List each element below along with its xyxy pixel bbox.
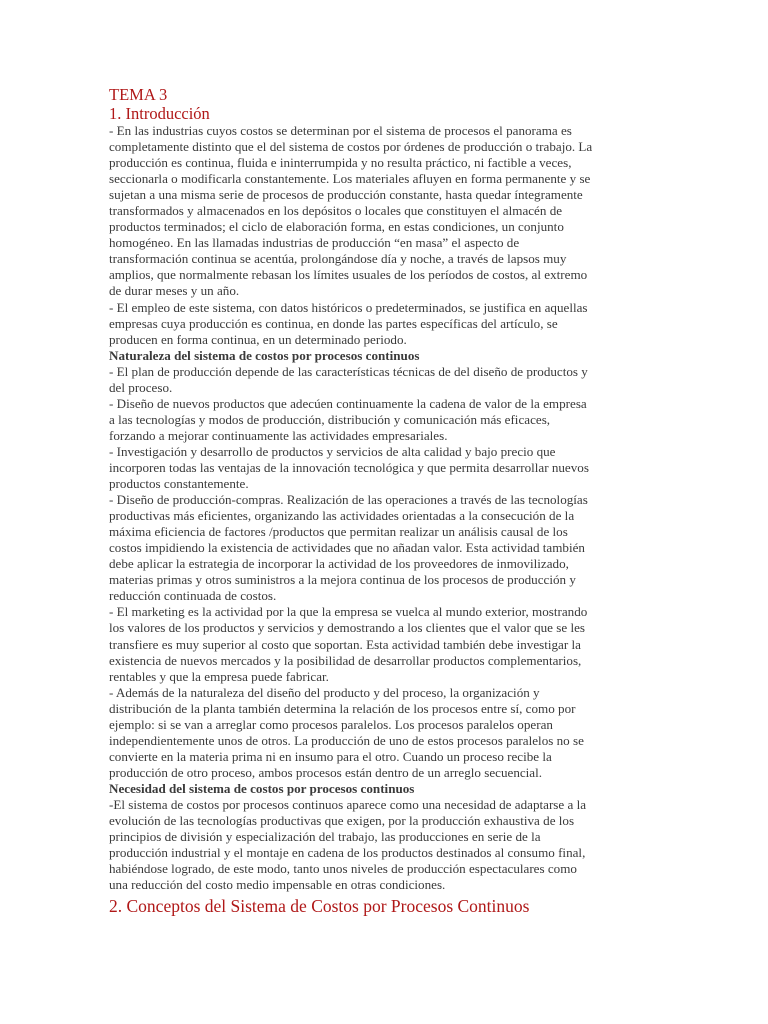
body-line: reducción continuada de costos. <box>109 588 277 604</box>
subheading-line: Naturaleza del sistema de costos por procesos continuos <box>109 347 420 363</box>
body-line: - Diseño de producción-compras. Realización de las operaciones a través de las tecnologías <box>109 492 588 508</box>
body-line: - El plan de producción depende de las características técnicas de del diseño de productos y <box>109 363 588 379</box>
body-line: independientemente unos de otros. La producción de uno de estos procesos paralelos no se <box>109 732 584 748</box>
subheading-line: Necesidad del sistema de costos por procesos continuos <box>109 780 415 796</box>
body-line: sujetan a una misma serie de procesos de producción constante, hasta quedar íntegramente <box>109 187 583 203</box>
body-line: costos impidiendo la existencia de actividades que no añadan valor. Esta actividad también <box>109 540 585 556</box>
document-body <box>109 123 657 893</box>
body-line: transformación continua se acentúa, prolongándose día y noche, a través de lapsos muy <box>109 251 567 267</box>
body-line: ejemplo: si se van a arreglar como procesos paralelos. Los procesos paralelos operan <box>109 716 553 732</box>
body-line: - En las industrias cuyos costos se determinan por el sistema de procesos el panorama es <box>109 123 572 138</box>
body-line: de durar meses y un año. <box>109 283 240 299</box>
body-line: productos terminados; el ciclo de elaboración forma, en estas condiciones, un conjunto <box>109 219 564 235</box>
body-line: una reducción del costo medio impensable en otras condiciones. <box>109 877 446 893</box>
body-line: producción de otro proceso, ambos procesos están dentro de un arreglo secuencial. <box>109 764 543 780</box>
document-content <box>109 86 657 917</box>
body-line: seccionarla o modificarla constantemente. Los materiales afluyen en forma permanente y se <box>109 171 591 187</box>
body-line: debe aplicar la estrategia de incorporar la actividad de los proveedores de inmovilizado, <box>109 556 569 572</box>
body-line: - Además de la naturaleza del diseño del producto y del proceso, la organización y <box>109 684 540 700</box>
body-line: a las tecnologías y modos de producción, distribución y comunicación más eficaces, <box>109 411 551 427</box>
body-line: evolución de las tecnologías productivas que exigen, por la producción exhaustiva de los <box>109 813 575 829</box>
body-line: máxima eficiencia de factores /productos que permitan realizar un análisis causal de los <box>109 524 568 540</box>
body-line: rentables y que la empresa puede fabricar. <box>109 668 329 684</box>
body-line: del proceso. <box>109 379 173 395</box>
body-line: transfiere es muy superior al costo que soportan. Esta actividad también debe investigar la <box>109 636 581 652</box>
body-line: producción industrial y el montaje en cadena de los productos destinados al consumo final, <box>109 845 586 861</box>
section-2-title: 2. Conceptos del Sistema de Costos por Procesos Continuos <box>109 896 530 917</box>
body-line: incorporen todas las ventajas de la innovación tecnológica y que permita desarrollar nuevos <box>109 459 589 475</box>
section-1-title: 1. Introducción <box>109 104 210 123</box>
tema-heading: TEMA 3 <box>109 85 168 104</box>
body-line: completamente distinto que el del sistema de costos por órdenes de producción o trabajo. La <box>109 139 593 155</box>
body-line: convierte en la materia prima ni en insumo para el otro. Cuando un proceso recibe la <box>109 748 552 764</box>
body-line: - Diseño de nuevos productos que adecúen continuamente la cadena de valor de la empresa <box>109 395 587 411</box>
body-line: distribución de la planta también determina la relación de los procesos entre sí, como por <box>109 700 576 716</box>
body-line: productos constantemente. <box>109 476 249 492</box>
body-line: - El empleo de este sistema, con datos históricos o predeterminados, se justifica en aquellas <box>109 299 588 315</box>
body-line: empresas cuya producción es continua, en donde las partes específicas del artículo, se <box>109 315 558 331</box>
body-line: los valores de los productos y servicios y demostrando a los clientes que el valor que se les <box>109 620 585 636</box>
body-line: transformados y almacenados en los depósitos o locales que constituyen el almacén de <box>109 203 563 219</box>
body-line: amplios, que normalmente rebasan los límites usuales de los períodos de costos, al extremo <box>109 267 588 283</box>
body-line: habiéndose logrado, de este modo, tanto unos niveles de producción espectaculares como <box>109 861 577 877</box>
body-line: - El marketing es la actividad por la que la empresa se vuelca al mundo exterior, mostrando <box>109 604 588 620</box>
body-line: - Investigación y desarrollo de productos y servicios de alta calidad y bajo precio que <box>109 443 556 459</box>
body-line: existencia de nuevos mercados y la posibilidad de desarrollar productos complementarios, <box>109 652 582 668</box>
body-line: homogéneo. En las llamadas industrias de producción “en masa” el aspecto de <box>109 235 520 251</box>
body-line: producción es continua, fluida e ininterrumpida y no resulta práctico, ni factible a veces, <box>109 155 572 171</box>
body-line: -El sistema de costos por procesos continuos aparece como una necesidad de adaptarse a la <box>109 796 587 812</box>
body-line: producen en forma continua, en un determinado periodo. <box>109 331 407 347</box>
body-line: productivas más eficientes, organizando las actividades orientadas a la consecución de la <box>109 508 575 524</box>
body-line: principios de división y especialización del trabajo, las producciones en serie de la <box>109 829 541 845</box>
body-line: materias primas y otros suministros a la mejora continua de los procesos de producción y <box>109 572 576 588</box>
body-line: forzando a mejorar continuamente las actividades empresariales. <box>109 427 448 443</box>
